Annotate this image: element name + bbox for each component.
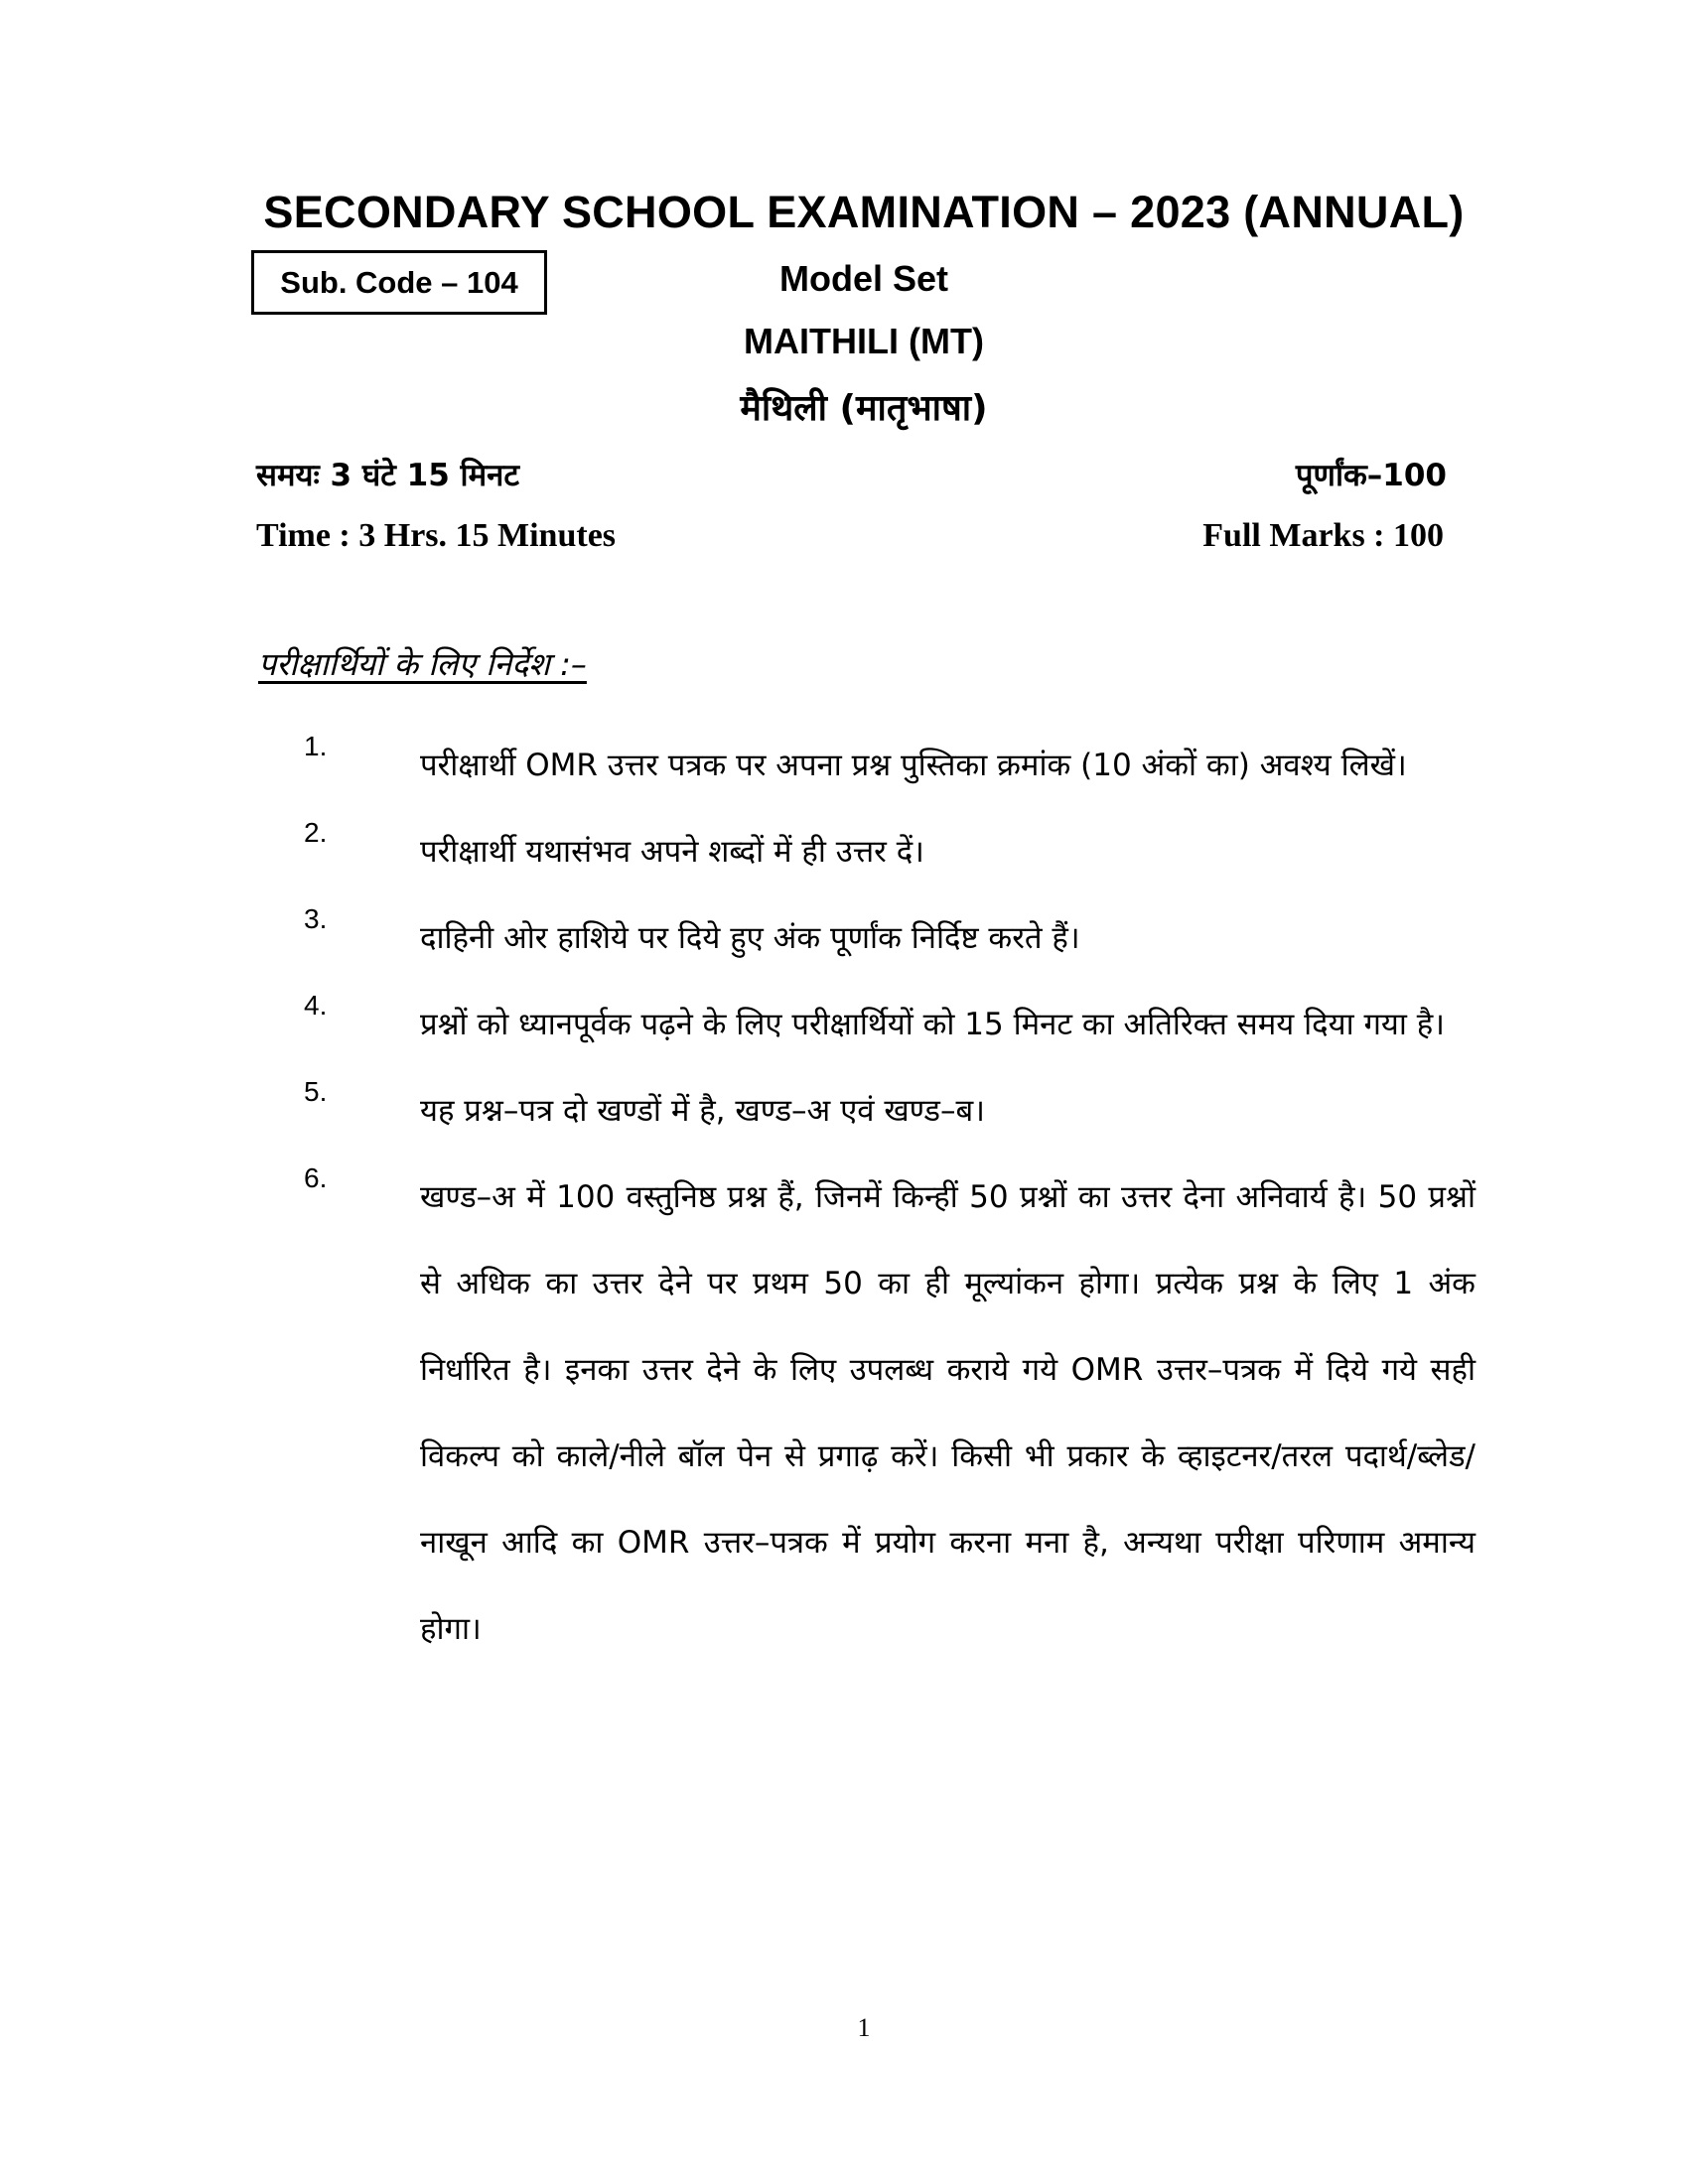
instruction-text: दाहिनी ओर हाशिये पर दिये हुए अंक पूर्णांक निर्दिष्ट करते हैं। [420,920,1080,956]
instruction-text: प्रश्नों को ध्यानपूर्वक पढ़ने के लिए परीक्षार्थियों को 15 मिनट का अतिरिक्त समय दिया गया है। [420,1007,1445,1042]
instruction-item [0,809,1688,895]
instruction-number: 6. [304,1162,328,1193]
instruction-text: परीक्षार्थी OMR उत्तर पत्रक पर अपना प्रश्न पुस्तिका क्रमांक (10 अंकों का) अवश्य लिखें। [420,748,1407,783]
instruction-text: यह प्रश्न–पत्र दो खण्डों में है, खण्ड–अ एवं खण्ड–ब। [420,1093,985,1129]
instruction-item [0,1155,1688,1673]
full-marks-hindi: पूर्णांक–100 [1295,458,1447,493]
page-number: 1 [857,2013,871,2042]
instruction-number: 5. [304,1076,328,1107]
exam-title: SECONDARY SCHOOL EXAMINATION – 2023 (ANNUAL) [263,187,1465,237]
instruction-item [0,1068,1688,1155]
instruction-number: 4. [304,990,328,1021]
subject-name-hindi: मैथिली (मातृभाषा) [740,388,988,429]
instruction-item [0,895,1688,982]
full-marks-english: Full Marks : 100 [1202,517,1444,554]
instruction-number: 1. [304,731,328,761]
instruction-number: 3. [304,903,328,934]
time-hindi: समयः 3 घंटे 15 मिनट [256,458,519,493]
model-set-label: Model Set [778,258,948,299]
time-english: Time : 3 Hrs. 15 Minutes [256,517,617,554]
instruction-text: परीक्षार्थी यथासंभव अपने शब्दों में ही उत्तर दें। [420,834,924,870]
instruction-item [0,723,1688,809]
instruction-text: खण्ड–अ में 100 वस्तुनिष्ठ प्रश्न हैं, जिनमें किन्हीं 50 प्रश्नों का उत्तर देना अनिवार्य है। 50 प्रश्नों से अधिक का उत्तर देने पर प्रथम 50 का ही मूल्यांकन होगा। प्रत्येक प्रश्न के लिए 1 अंक निर्धारित है। इनका उत्तर देने के लिए उपलब्ध कराये गये OMR उत्तर–पत्रक में दिये गये सही विकल्प को काले/नीले बॉल पेन से प्रगाढ़ करें। किसी भी प्रकार के व्हाइटनर/तरल पदार्थ/ब्लेड/नाखून आदि का OMR उत्तर–पत्रक में प्रयोग करना मना है, अन्यथा परीक्षा परिणाम अमान्य होगा। [420,1179,1476,1647]
instruction-number: 2. [304,817,328,848]
instruction-item [0,982,1688,1068]
instructions-list [0,723,1688,1673]
instructions-heading: परीक्षार्थियों के लिए निर्देश :– [258,645,587,683]
subject-code-box: Sub. Code – 104 [251,250,547,315]
subject-name-english: MAITHILI (MT) [744,321,984,361]
